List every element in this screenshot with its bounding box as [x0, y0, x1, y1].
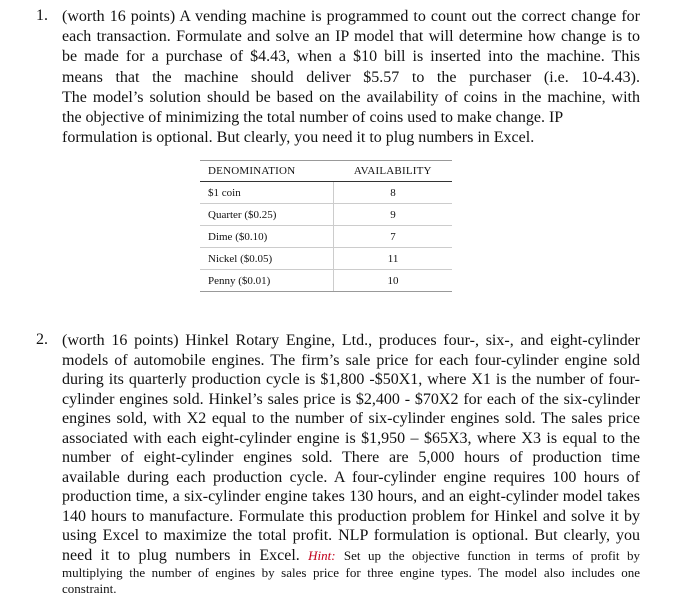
- q1-line: The model’s solution should be based on the availability of coins in the machine, with: [62, 88, 640, 106]
- q2-hint-line: [62, 546, 640, 566]
- availability-cell: 10: [334, 270, 452, 292]
- question-1-number: 1.: [36, 7, 48, 24]
- hint-text-line-2: multiplying the number of engines by sales price for three engine types. The model also includes one: [62, 565, 640, 580]
- header-denomination: DENOMINATION: [200, 161, 334, 182]
- q2-line: models of automobile engines. The firm’s sale price for each four-cylinder engine sold: [62, 351, 640, 369]
- q1-line: each transaction. Formulate and solve an IP model that will determine how change is to: [62, 28, 640, 46]
- q2-line: using Excel to maximize the total profit. NLP formulation is optional. But clearly, you: [62, 527, 640, 544]
- q1-line: formulation is optional. But clearly, you need it to plug numbers in Excel.: [62, 129, 535, 147]
- q2-last-sentence: need it to plug numbers in Excel.: [62, 546, 300, 564]
- hint-text-line-3: constraint.: [62, 581, 117, 596]
- header-availability: AVAILABILITY: [334, 161, 452, 182]
- table-row: [200, 182, 452, 204]
- availability-cell: 9: [334, 204, 452, 226]
- hint-text: Set up the objective function in terms of profit by: [343, 547, 641, 563]
- q1-line: (worth 16 points) A vending machine is programmed to count out the correct change for: [62, 8, 640, 25]
- question-1-text: [62, 7, 640, 148]
- availability-cell: 8: [334, 182, 452, 204]
- q1-line: the objective of minimizing the total number of coins used to make change. IP: [62, 109, 564, 127]
- denomination-cell: Quarter ($0.25): [200, 204, 334, 226]
- q1-line: be made for a purchase of $4.43, when a $10 bill is inserted into the machine. This: [62, 48, 640, 66]
- table-row: [200, 226, 452, 248]
- q2-line: cylinder engines sold. Hinkel’s sales price is $2,400 - $70X2 for each of the six-cylinder: [62, 390, 640, 408]
- q2-line: available during each production cycle. A four-cylinder engine requires 100 hours of: [62, 468, 640, 486]
- q2-line: number of eight-cylinder engines sold. There are 5,000 hours of production time: [62, 449, 640, 466]
- table-row: [200, 204, 452, 226]
- coin-availability-table: [200, 160, 452, 292]
- denomination-cell: Dime ($0.10): [200, 226, 334, 248]
- q2-line: 140 hours to manufacture. Formulate this production problem for Hinkel and solve it by: [62, 507, 640, 525]
- denomination-cell: Nickel ($0.05): [200, 248, 334, 270]
- question-2-number: 2.: [36, 331, 48, 348]
- q2-line: associated with each eight-cylinder engine is $1,950 – $65X3, where X3 is equal to the: [62, 429, 640, 447]
- q2-line: during its quarterly production cycle is $1,800 -$50X1, where X1 is the number of four-: [62, 371, 640, 388]
- denomination-cell: Penny ($0.01): [200, 270, 334, 292]
- table-row: [200, 270, 452, 292]
- q2-line: engines sold, with X2 equal to the number of six-cylinder engines sold. The sales price: [62, 410, 640, 427]
- q2-line: (worth 16 points) Hinkel Rotary Engine, Ltd., produces four-, six-, and eight-cylinder: [62, 332, 640, 349]
- q2-line: production time, a six-cylinder engine takes 130 hours, and an eight-cylinder model takes: [62, 488, 640, 505]
- question-2-text: [62, 331, 640, 597]
- availability-cell: 7: [334, 226, 452, 248]
- table-row: [200, 248, 452, 270]
- q1-line: means that the machine should deliver $5.57 to the purchaser (i.e. 10-4.43).: [62, 68, 640, 86]
- denomination-cell: $1 coin: [200, 182, 334, 204]
- hint-label: Hint:: [308, 547, 336, 563]
- availability-cell: 11: [334, 248, 452, 270]
- table-header-row: [200, 161, 452, 182]
